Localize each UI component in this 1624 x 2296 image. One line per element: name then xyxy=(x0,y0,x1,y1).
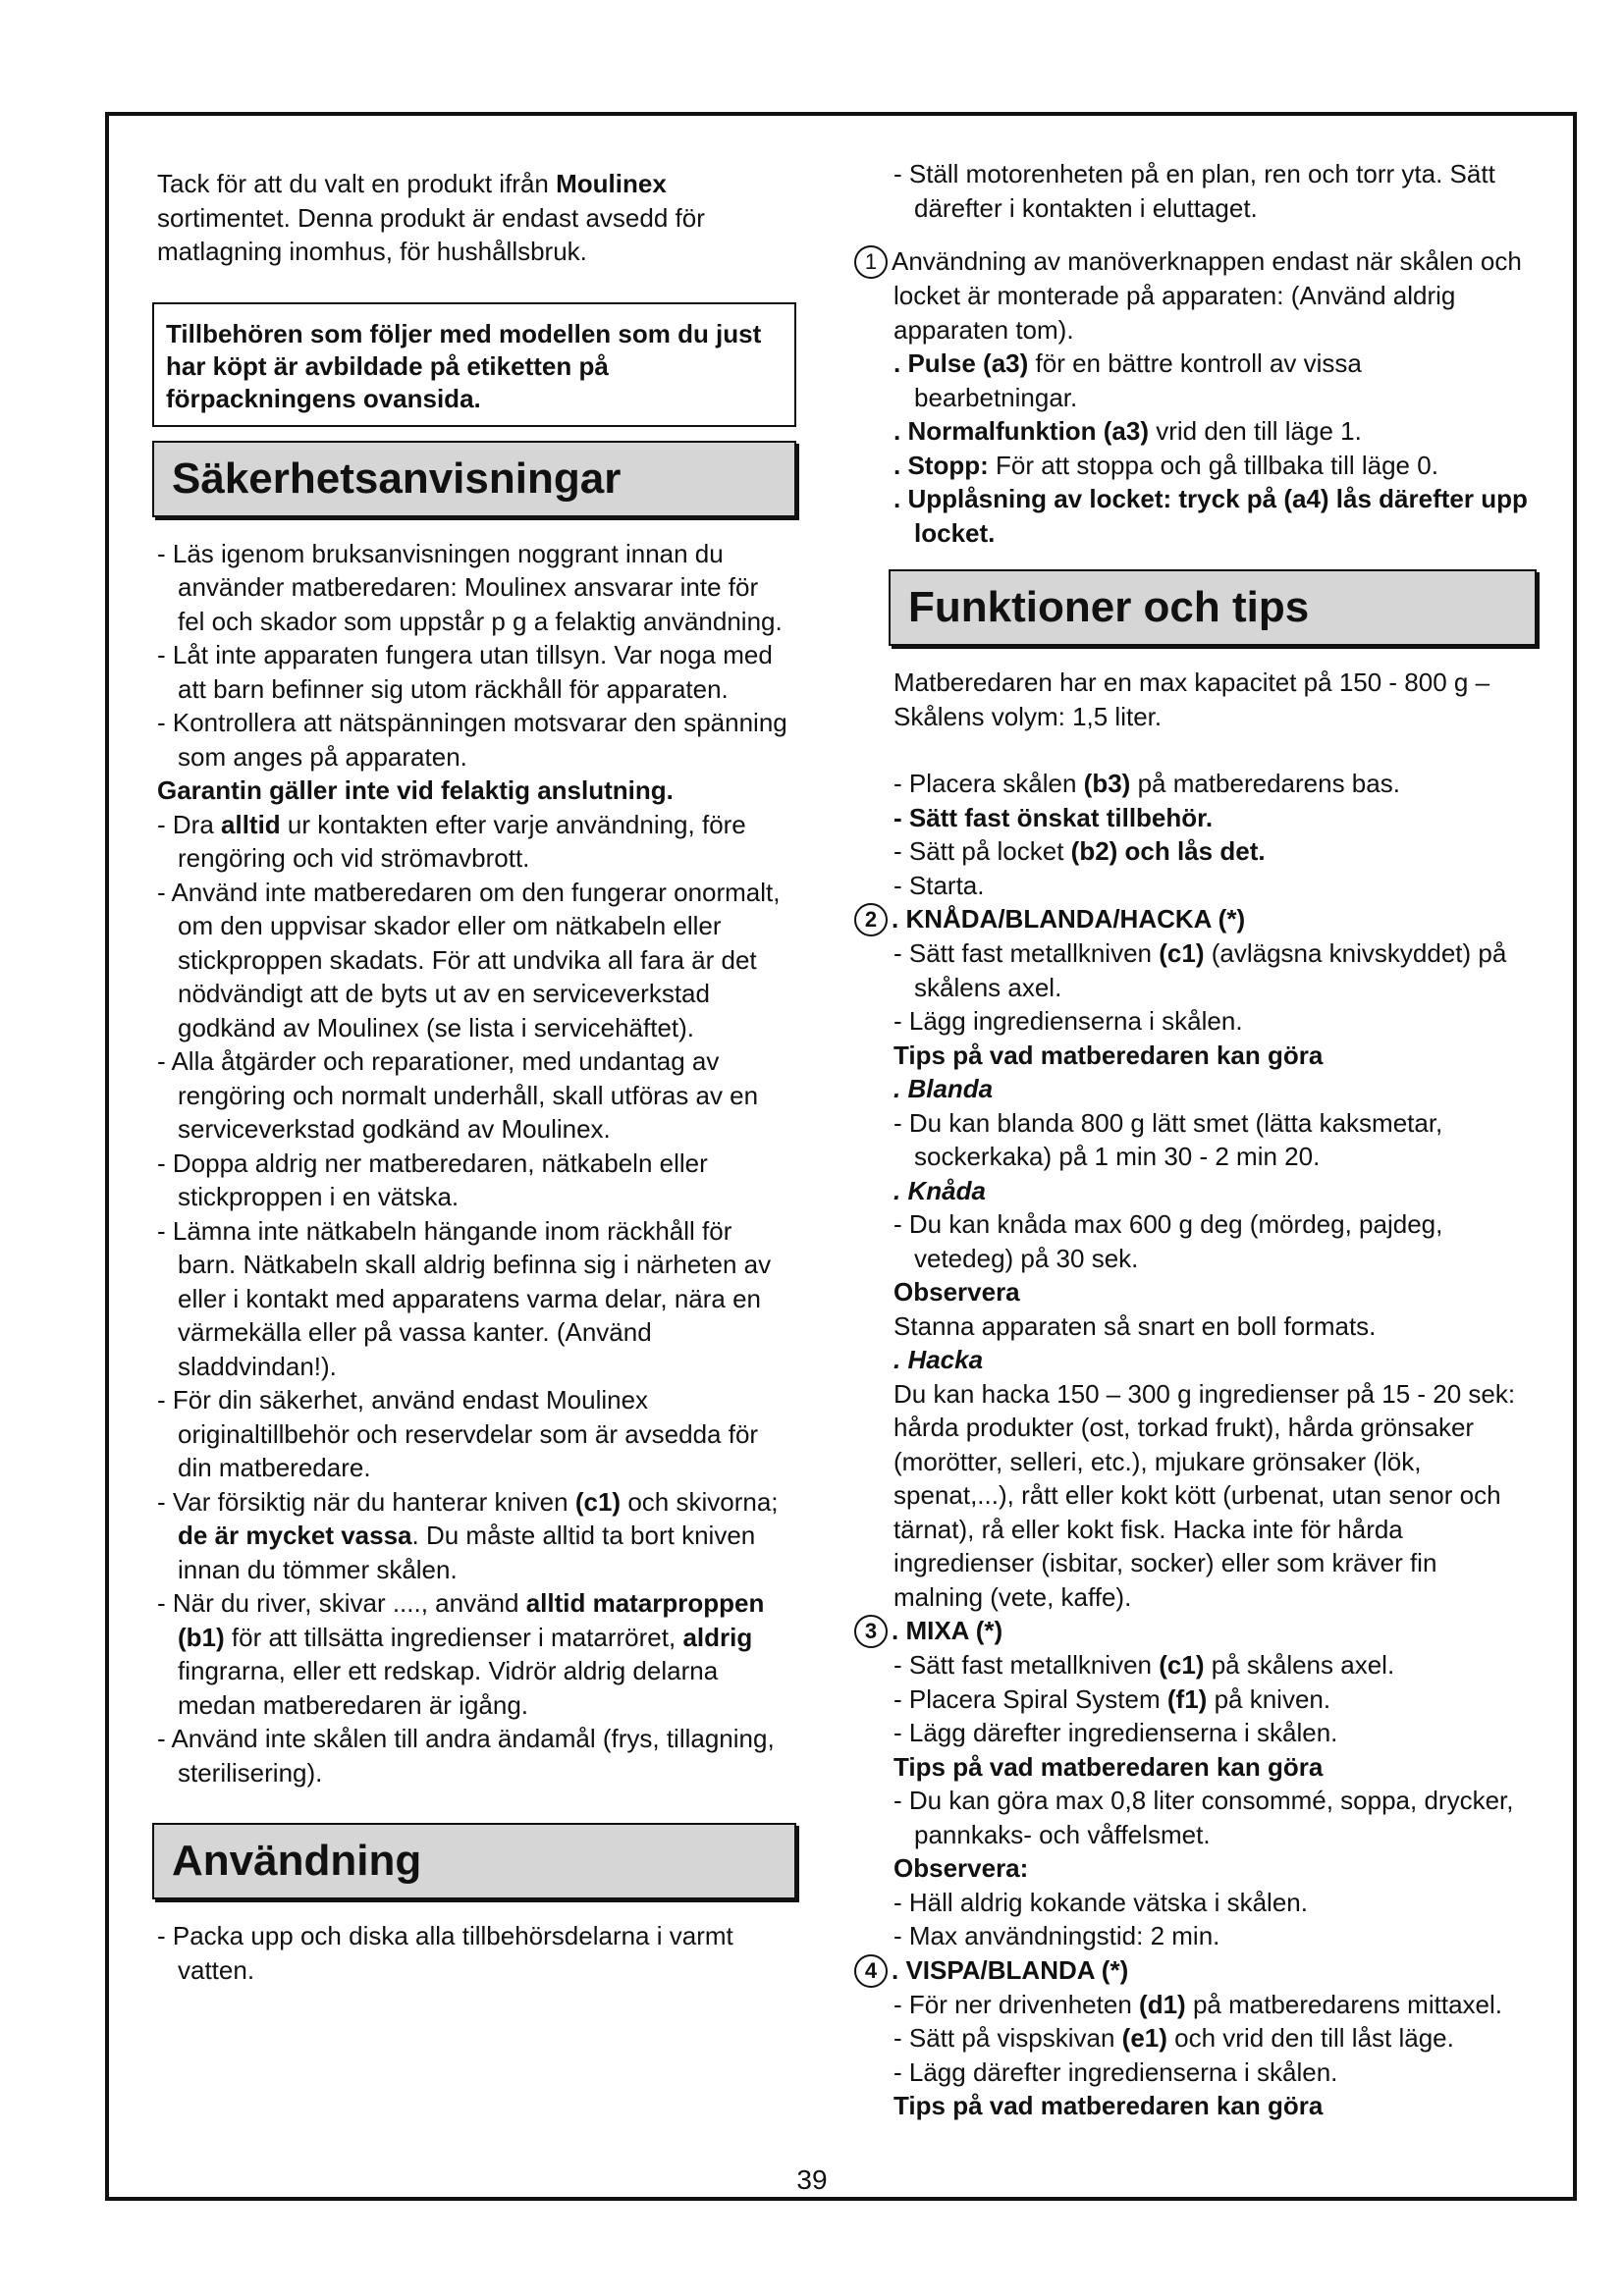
mix-subheading: . Blanda xyxy=(893,1074,994,1103)
usage-item: - Ställ motorenheten på en plan, ren och torr yta. Sätt därefter i kontakten i eluttaget. xyxy=(893,159,1495,223)
step-3-icon: 3 xyxy=(854,1615,888,1648)
right-column xyxy=(864,157,1532,2123)
start-step: - Starta. xyxy=(893,870,985,900)
accessory-note: Tillbehören som följer med modellen som du just har köpt är avbildade på etiketten på förpackningens ovansida. xyxy=(166,318,762,413)
step-1-icon: 1 xyxy=(854,245,888,279)
safety-item: - Lämna inte nätkabeln hängande inom räckhåll för barn. Nätkabeln skall aldrig befinna sig i närheten av eller i kontakt med apparatens varma delar, nära en värmekälla eller på vassa kanter. (Använd sladdvindan!). xyxy=(157,1215,772,1381)
knead-blade-step: - Sätt fast metallkniven (c1) (avlägsna knivskyddet) på skålens axel. xyxy=(893,938,1507,1002)
safety-item: - Kontrollera att nätspänningen motsvarar den spänning som anges på apparaten. xyxy=(157,708,787,772)
safety-item: - För din säkerhet, använd endast Moulinex originaltillbehör och reservdelar som är avsedda för din matberedare. xyxy=(157,1385,759,1482)
pulse-instruction: . Pulse (a3) för en bättre kontroll av vissa bearbetningar. xyxy=(893,348,1362,412)
usage-item: - Packa upp och diska alla tillbehörsdelarna i varmt vatten. xyxy=(157,1921,733,1985)
mixa-blade-step: - Sätt fast metallkniven (c1) på skålens axel. xyxy=(893,1650,1395,1680)
knead-heading: 2 . KNÅDA/BLANDA/HACKA (*) xyxy=(893,902,1532,936)
mixa-ingredients-step: - Lägg därefter ingredienserna i skålen. xyxy=(893,1718,1338,1747)
left-column xyxy=(157,167,791,1987)
knead-note: Stanna apparaten så snart en boll formats. xyxy=(893,1310,1377,1341)
capacity-text: Matberedaren har en max kapacitet på 150 - 800 g – Skålens volym: 1,5 liter. xyxy=(893,667,1490,731)
whisk-heading: 4 . VISPA/BLANDA (*) xyxy=(893,1953,1532,1988)
mixa-tips-heading: Tips på vad matberedaren kan göra xyxy=(893,1751,1324,1782)
safety-item: - Alla åtgärder och reparationer, med undantag av rengöring och normalt underhåll, skall utföras av en serviceverkstad godkänd av Moulinex. xyxy=(157,1046,759,1144)
place-bowl-step: - Placera skålen (b3) på matberedarens bas. xyxy=(893,769,1400,798)
mixa-heading: 3 . MIXA (*) xyxy=(893,1614,1532,1648)
step-4-icon: 4 xyxy=(854,1954,888,1988)
knead-tip: - Du kan knåda max 600 g deg (mördeg, pajdeg, vetedeg) på 30 sek. xyxy=(893,1209,1443,1273)
lid-step: - Sätt på locket (b2) och lås det. xyxy=(893,836,1266,866)
knead-tips-heading: Tips på vad matberedaren kan göra xyxy=(893,1040,1324,1070)
mixa-spiral-step: - Placera Spiral System (f1) på kniven. xyxy=(893,1683,1331,1714)
safety-item-grater: - När du river, skivar ...., använd alltid matarproppen (b1) för att tillsätta ingredienser i matarröret, aldrig fingrarna, eller ett redskap. Vidrör aldrig delarna medan matberedaren är igång. xyxy=(157,1588,765,1720)
stop-instruction: . Stopp: För att stoppa och gå tillbaka till läge 0. xyxy=(893,450,1438,480)
safety-item: - Använd inte matberedaren om den fungerar onormalt, om den uppvisar skador eller om nätkabeln eller stickproppen skadats. För att undvika all fara är det nödvändigt att de byts ut av en serviceverkstad godkänd av Moulinex (se lista i servicehäftet). xyxy=(157,877,781,1042)
safety-item: - Låt inte apparaten fungera utan tillsyn. Var noga med att barn befinner sig utom räckhåll för apparaten. xyxy=(157,640,773,704)
warranty-note: Garantin gäller inte vid felaktig anslutning. xyxy=(157,775,674,805)
attach-step: - Sätt fast önskat tillbehör. xyxy=(893,802,1214,832)
knead-note-heading: Observera xyxy=(893,1277,1020,1307)
usage-heading: Användning xyxy=(152,1823,796,1899)
unlock-instruction: . Upplåsning av locket: tryck på (a4) lås därefter upp locket. xyxy=(893,484,1528,548)
whisk-disc-step: - Sätt på vispskivan (e1) och vrid den till låst läge. xyxy=(893,2023,1454,2053)
chop-subheading: . Hacka xyxy=(893,1345,984,1374)
mix-tip: - Du kan blanda 800 g lätt smet (lätta kaksmetar, sockerkaka) på 1 min 30 - 2 min 20. xyxy=(893,1107,1443,1171)
page-number: 39 xyxy=(796,2164,828,2195)
knead-ingredients-step: - Lägg ingredienserna i skålen. xyxy=(893,1006,1243,1036)
mixa-note: - Häll aldrig kokande vätska i skålen. xyxy=(893,1887,1308,1917)
whisk-ingredients-step: - Lägg därefter ingredienserna i skålen. xyxy=(893,2056,1338,2087)
mixa-tip: - Du kan göra max 0,8 liter consommé, soppa, drycker, pannkaks- och våffelsmet. xyxy=(893,1786,1514,1849)
safety-item-unplug: - Dra alltid ur kontakten efter varje användning, före rengöring och vid strömavbrott. xyxy=(157,809,746,873)
safety-heading: Säkerhetsanvisningar xyxy=(152,441,796,517)
safety-item: - Använd inte skålen till andra ändamål (frys, tillagning, sterilisering). xyxy=(157,1724,775,1788)
step-2-icon: 2 xyxy=(854,903,888,936)
whisk-tips-heading: Tips på vad matberedaren kan göra xyxy=(893,2091,1324,2120)
safety-item: - Läs igenom bruksanvisningen noggrant innan du använder matberedaren: Moulinex ansvarar inte för fel och skador som uppstår p g a felaktig användning. xyxy=(157,538,783,636)
intro-paragraph: Tack för att du valt en produkt ifrån Moulinex sortimentet. Denna produkt är endast avsedd för matlagning inomhus, för hushållsbruk. xyxy=(157,169,705,266)
control-instructions: 1 Användning av manöverknappen endast när skålen och locket är monterade på apparaten: (Använd aldrig apparaten tom). xyxy=(893,244,1532,347)
accessory-note-box xyxy=(152,302,796,427)
functions-heading: Funktioner och tips xyxy=(889,569,1537,646)
knead-subheading: . Knåda xyxy=(893,1175,986,1205)
mixa-note-heading: Observera: xyxy=(893,1853,1029,1883)
brand-name: Moulinex xyxy=(556,169,667,198)
whisk-drive-step: - För ner drivenheten (d1) på matberedarens mittaxel. xyxy=(893,1989,1502,2019)
safety-item: - Doppa aldrig ner matberedaren, nätkabeln eller stickproppen i en vätska. xyxy=(157,1148,708,1211)
normal-instruction: . Normalfunktion (a3) vrid den till läge 1. xyxy=(893,416,1362,446)
mixa-note: - Max användningstid: 2 min. xyxy=(893,1921,1220,1950)
safety-item-knife: - Var försiktig när du hanterar kniven (c1) och skivorna; de är mycket vassa. Du måste alltid ta bort kniven innan du tömmer skålen. xyxy=(157,1486,779,1584)
chop-tip: Du kan hacka 150 – 300 g ingredienser på 15 - 20 sek: hårda produkter (ost, torkad frukt), hårda grönsaker (morötter, selleri, etc.), mjukare grönsaker (lök, spenat,...), rått eller kokt kött (urbenat, utan senor och tärnat), rå eller kokt fisk. Hacka inte för hårda ingredienser (isbitar, socker) eller som kräver fin malning (vete, kaffe). xyxy=(893,1378,1516,1612)
